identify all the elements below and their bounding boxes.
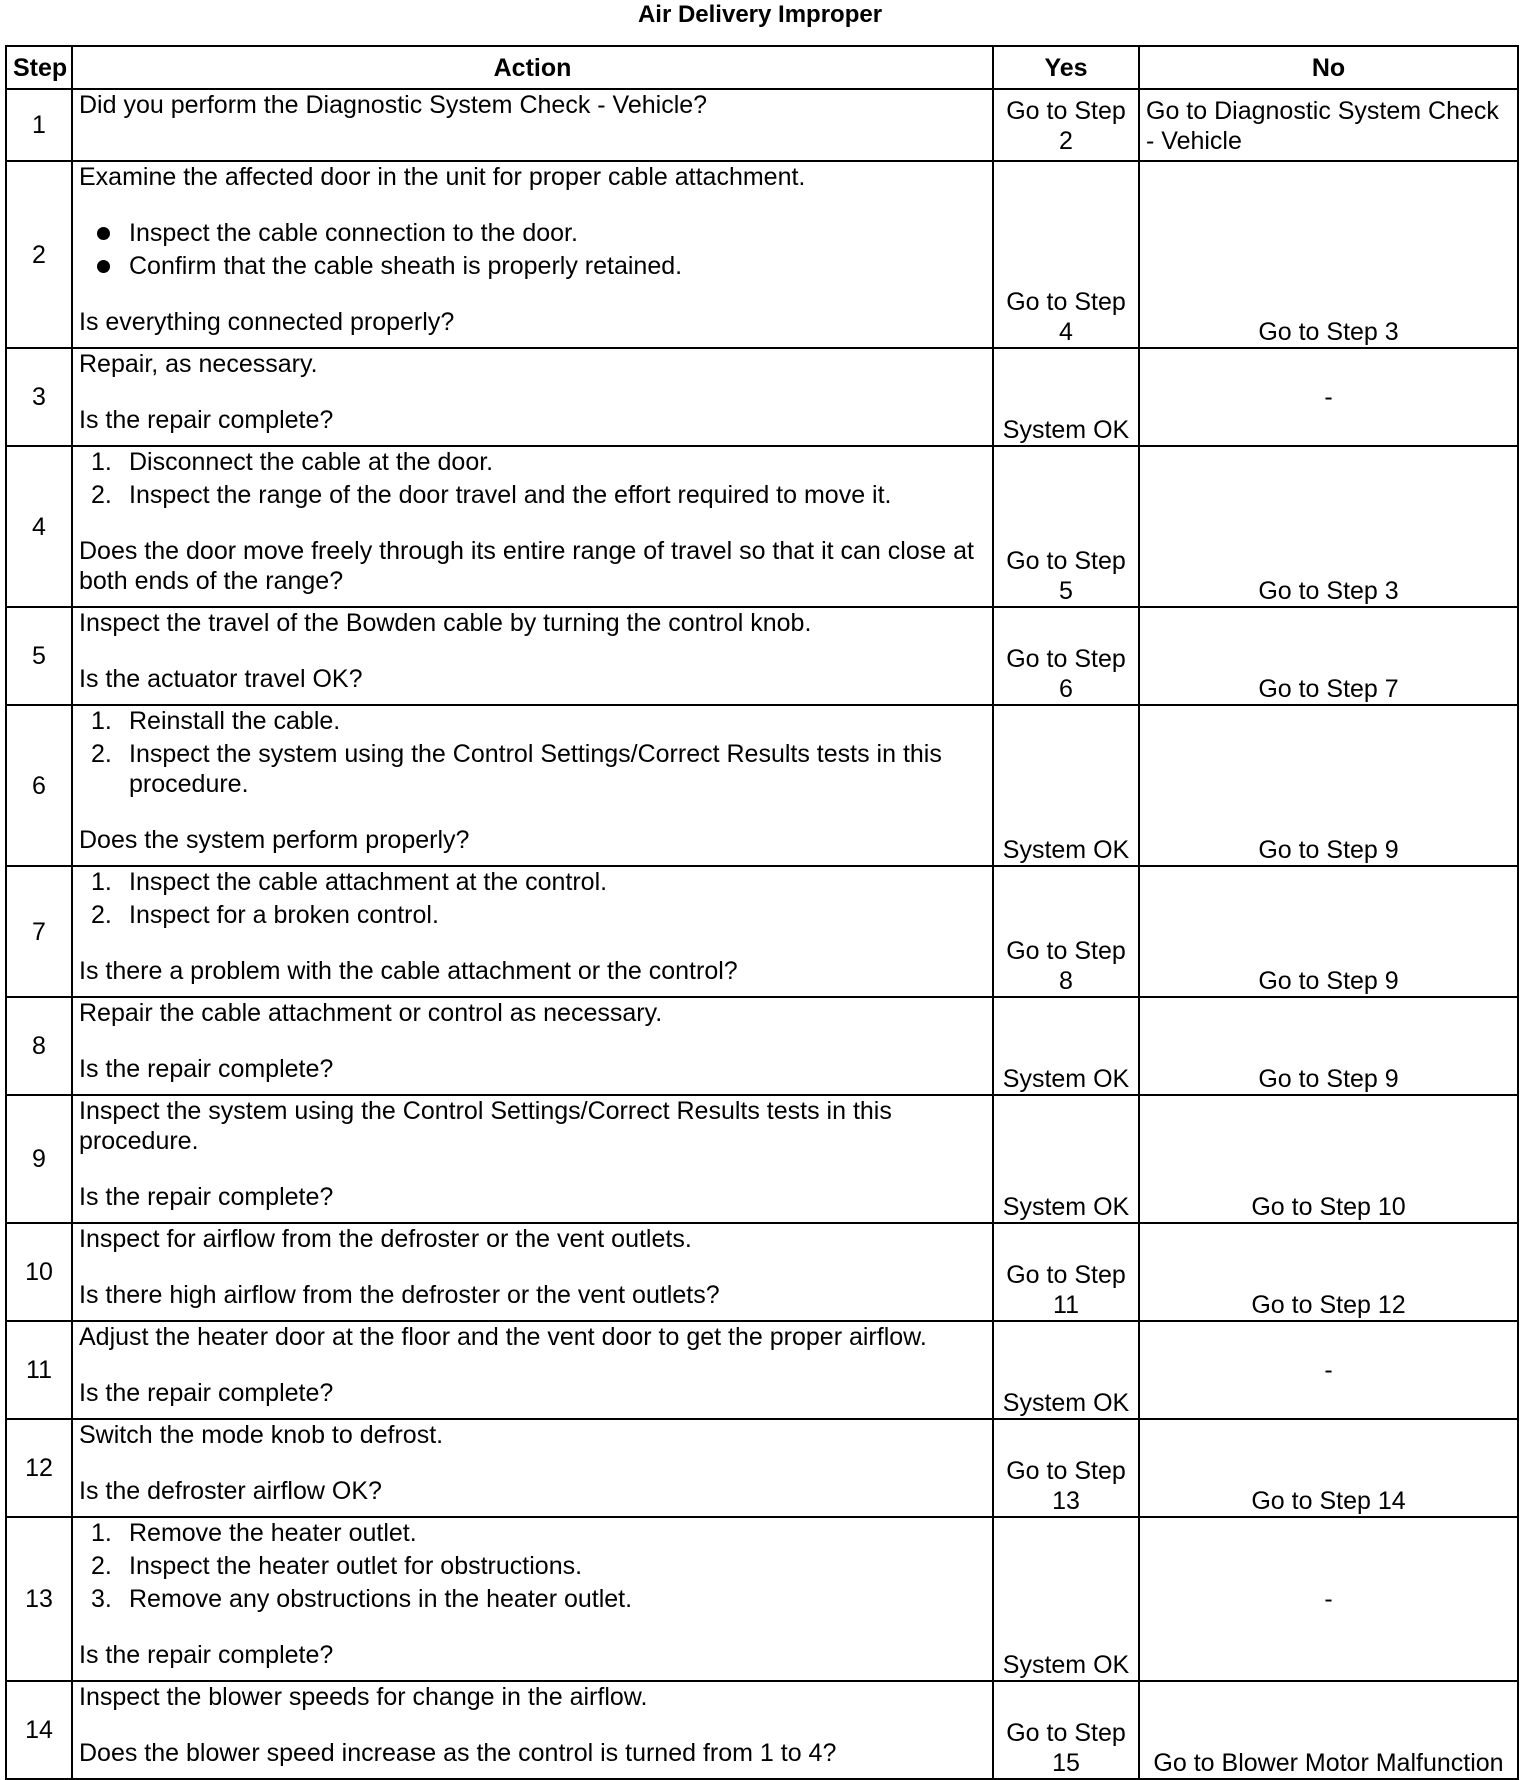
no-result: Go to Step 12 bbox=[1139, 1223, 1518, 1321]
no-result: Go to Step 3 bbox=[1139, 161, 1518, 348]
action-question: Is the repair complete? bbox=[79, 406, 334, 434]
list-item bbox=[79, 1584, 986, 1614]
table-row bbox=[6, 161, 1518, 348]
list-item bbox=[79, 1551, 986, 1581]
action-intro: Repair the cable attachment or control as necessary. bbox=[79, 999, 663, 1027]
yes-result: Go to Step 15 bbox=[993, 1681, 1139, 1779]
header-step: Step bbox=[6, 46, 72, 89]
step-number: 14 bbox=[6, 1681, 72, 1779]
action-cell bbox=[72, 89, 993, 161]
bullet-list bbox=[79, 218, 986, 281]
no-result: Go to Step 10 bbox=[1139, 1095, 1518, 1223]
action-cell bbox=[72, 866, 993, 997]
list-item bbox=[79, 480, 986, 510]
action-cell bbox=[72, 348, 993, 446]
list-item-text: Inspect the cable connection to the door. bbox=[129, 219, 578, 247]
numbered-list bbox=[79, 447, 986, 510]
action-intro: Inspect the system using the Control Settings/Correct Results tests in this procedure. bbox=[79, 1097, 892, 1155]
list-item bbox=[79, 218, 986, 248]
action-cell bbox=[72, 1419, 993, 1517]
yes-result: System OK bbox=[993, 705, 1139, 866]
step-number: 9 bbox=[6, 1095, 72, 1223]
numbered-list bbox=[79, 867, 986, 930]
table-row bbox=[6, 1517, 1518, 1681]
action-cell bbox=[72, 705, 993, 866]
header-action: Action bbox=[72, 46, 993, 89]
action-cell bbox=[72, 446, 993, 607]
yes-result: System OK bbox=[993, 348, 1139, 446]
action-intro: Inspect the travel of the Bowden cable by turning the control knob. bbox=[79, 609, 812, 637]
list-marker: 3. bbox=[91, 1585, 112, 1613]
step-number: 3 bbox=[6, 348, 72, 446]
list-item-text: Reinstall the cable. bbox=[129, 707, 341, 735]
step-number: 1 bbox=[6, 89, 72, 161]
action-intro: Repair, as necessary. bbox=[79, 350, 318, 378]
no-result: - bbox=[1139, 1321, 1518, 1419]
table-row bbox=[6, 705, 1518, 866]
list-marker: 2. bbox=[91, 1552, 112, 1580]
list-marker: 1. bbox=[91, 707, 112, 735]
list-item-text: Inspect the range of the door travel and the effort required to move it. bbox=[129, 481, 892, 509]
yes-result: System OK bbox=[993, 997, 1139, 1095]
no-result: Go to Diagnostic System Check - Vehicle bbox=[1139, 89, 1518, 161]
table-row bbox=[6, 348, 1518, 446]
list-marker: 1. bbox=[91, 868, 112, 896]
yes-result: Go to Step 13 bbox=[993, 1419, 1139, 1517]
list-item-text: Remove any obstructions in the heater outlet. bbox=[129, 1585, 633, 1613]
bullet-icon bbox=[97, 227, 110, 240]
step-number: 12 bbox=[6, 1419, 72, 1517]
action-question: Is the repair complete? bbox=[79, 1055, 334, 1083]
action-question: Does the blower speed increase as the control is turned from 1 to 4? bbox=[79, 1739, 837, 1767]
step-number: 8 bbox=[6, 997, 72, 1095]
step-number: 4 bbox=[6, 446, 72, 607]
action-intro: Switch the mode knob to defrost. bbox=[79, 1421, 444, 1449]
action-intro: Examine the affected door in the unit for proper cable attachment. bbox=[79, 163, 806, 191]
yes-result: Go to Step 8 bbox=[993, 866, 1139, 997]
table-row bbox=[6, 1223, 1518, 1321]
list-item-text: Inspect the system using the Control Settings/Correct Results tests in this procedure. bbox=[129, 740, 942, 798]
action-question: Does the door move freely through its entire range of travel so that it can close at both ends of the range? bbox=[79, 537, 974, 595]
no-result: - bbox=[1139, 348, 1518, 446]
list-marker: 1. bbox=[91, 1519, 112, 1547]
no-result: Go to Step 7 bbox=[1139, 607, 1518, 705]
list-marker: 2. bbox=[91, 481, 112, 509]
table-row bbox=[6, 1681, 1518, 1779]
list-marker: 2. bbox=[91, 901, 112, 929]
action-cell bbox=[72, 607, 993, 705]
table-row bbox=[6, 866, 1518, 997]
action-intro: Inspect the blower speeds for change in the airflow. bbox=[79, 1683, 648, 1711]
table-row bbox=[6, 89, 1518, 161]
no-result: Go to Step 14 bbox=[1139, 1419, 1518, 1517]
no-result: Go to Step 3 bbox=[1139, 446, 1518, 607]
numbered-list bbox=[79, 1518, 986, 1614]
list-item bbox=[79, 447, 986, 477]
list-item bbox=[79, 1518, 986, 1548]
step-number: 2 bbox=[6, 161, 72, 348]
header-no: No bbox=[1139, 46, 1518, 89]
action-question: Is the actuator travel OK? bbox=[79, 665, 363, 693]
action-cell bbox=[72, 1223, 993, 1321]
action-question: Does the system perform properly? bbox=[79, 826, 470, 854]
diagnostic-table bbox=[5, 45, 1519, 1780]
list-item bbox=[79, 706, 986, 736]
yes-result: System OK bbox=[993, 1095, 1139, 1223]
no-result: - bbox=[1139, 1517, 1518, 1681]
no-result: Go to Step 9 bbox=[1139, 866, 1518, 997]
no-result: Go to Step 9 bbox=[1139, 997, 1518, 1095]
action-cell bbox=[72, 1321, 993, 1419]
list-marker: 1. bbox=[91, 448, 112, 476]
yes-result: Go to Step 6 bbox=[993, 607, 1139, 705]
action-cell bbox=[72, 1681, 993, 1779]
action-intro: Did you perform the Diagnostic System Check - Vehicle? bbox=[79, 91, 708, 119]
yes-result: System OK bbox=[993, 1321, 1139, 1419]
action-question: Is the repair complete? bbox=[79, 1379, 334, 1407]
action-question: Is there a problem with the cable attachment or the control? bbox=[79, 957, 738, 985]
header-yes: Yes bbox=[993, 46, 1139, 89]
list-item-text: Disconnect the cable at the door. bbox=[129, 448, 494, 476]
action-question: Is everything connected properly? bbox=[79, 308, 455, 336]
table-row bbox=[6, 1419, 1518, 1517]
yes-result: Go to Step 5 bbox=[993, 446, 1139, 607]
action-question: Is there high airflow from the defroster or the vent outlets? bbox=[79, 1281, 720, 1309]
action-question: Is the repair complete? bbox=[79, 1183, 334, 1211]
action-intro: Inspect for airflow from the defroster or the vent outlets. bbox=[79, 1225, 692, 1253]
action-question: Is the defroster airflow OK? bbox=[79, 1477, 382, 1505]
step-number: 13 bbox=[6, 1517, 72, 1681]
yes-result: Go to Step 11 bbox=[993, 1223, 1139, 1321]
step-number: 7 bbox=[6, 866, 72, 997]
list-item-text: Inspect for a broken control. bbox=[129, 901, 439, 929]
yes-result: System OK bbox=[993, 1517, 1139, 1681]
list-item bbox=[79, 867, 986, 897]
header-row bbox=[6, 46, 1518, 89]
yes-result: Go to Step 2 bbox=[993, 89, 1139, 161]
list-marker: 2. bbox=[91, 740, 112, 768]
action-cell bbox=[72, 997, 993, 1095]
action-cell bbox=[72, 161, 993, 348]
action-question: Is the repair complete? bbox=[79, 1641, 334, 1669]
no-result: Go to Blower Motor Malfunction bbox=[1139, 1681, 1518, 1779]
yes-result: Go to Step 4 bbox=[993, 161, 1139, 348]
list-item-text: Inspect the cable attachment at the control. bbox=[129, 868, 608, 896]
no-result: Go to Step 9 bbox=[1139, 705, 1518, 866]
list-item bbox=[79, 900, 986, 930]
action-cell bbox=[72, 1517, 993, 1681]
action-cell bbox=[72, 1095, 993, 1223]
step-number: 5 bbox=[6, 607, 72, 705]
table-row bbox=[6, 997, 1518, 1095]
table-row bbox=[6, 446, 1518, 607]
table-title: Air Delivery Improper bbox=[637, 1, 883, 28]
table-row bbox=[6, 1321, 1518, 1419]
list-item-text: Inspect the heater outlet for obstructions. bbox=[129, 1552, 583, 1580]
numbered-list bbox=[79, 706, 986, 799]
list-item bbox=[79, 739, 986, 799]
list-item bbox=[79, 251, 986, 281]
step-number: 6 bbox=[6, 705, 72, 866]
list-item-text: Confirm that the cable sheath is properly retained. bbox=[129, 252, 683, 280]
action-intro: Adjust the heater door at the floor and the vent door to get the proper airflow. bbox=[79, 1323, 927, 1351]
step-number: 11 bbox=[6, 1321, 72, 1419]
list-item-text: Remove the heater outlet. bbox=[129, 1519, 417, 1547]
step-number: 10 bbox=[6, 1223, 72, 1321]
bullet-icon bbox=[97, 260, 110, 273]
table-row bbox=[6, 1095, 1518, 1223]
table-row bbox=[6, 607, 1518, 705]
